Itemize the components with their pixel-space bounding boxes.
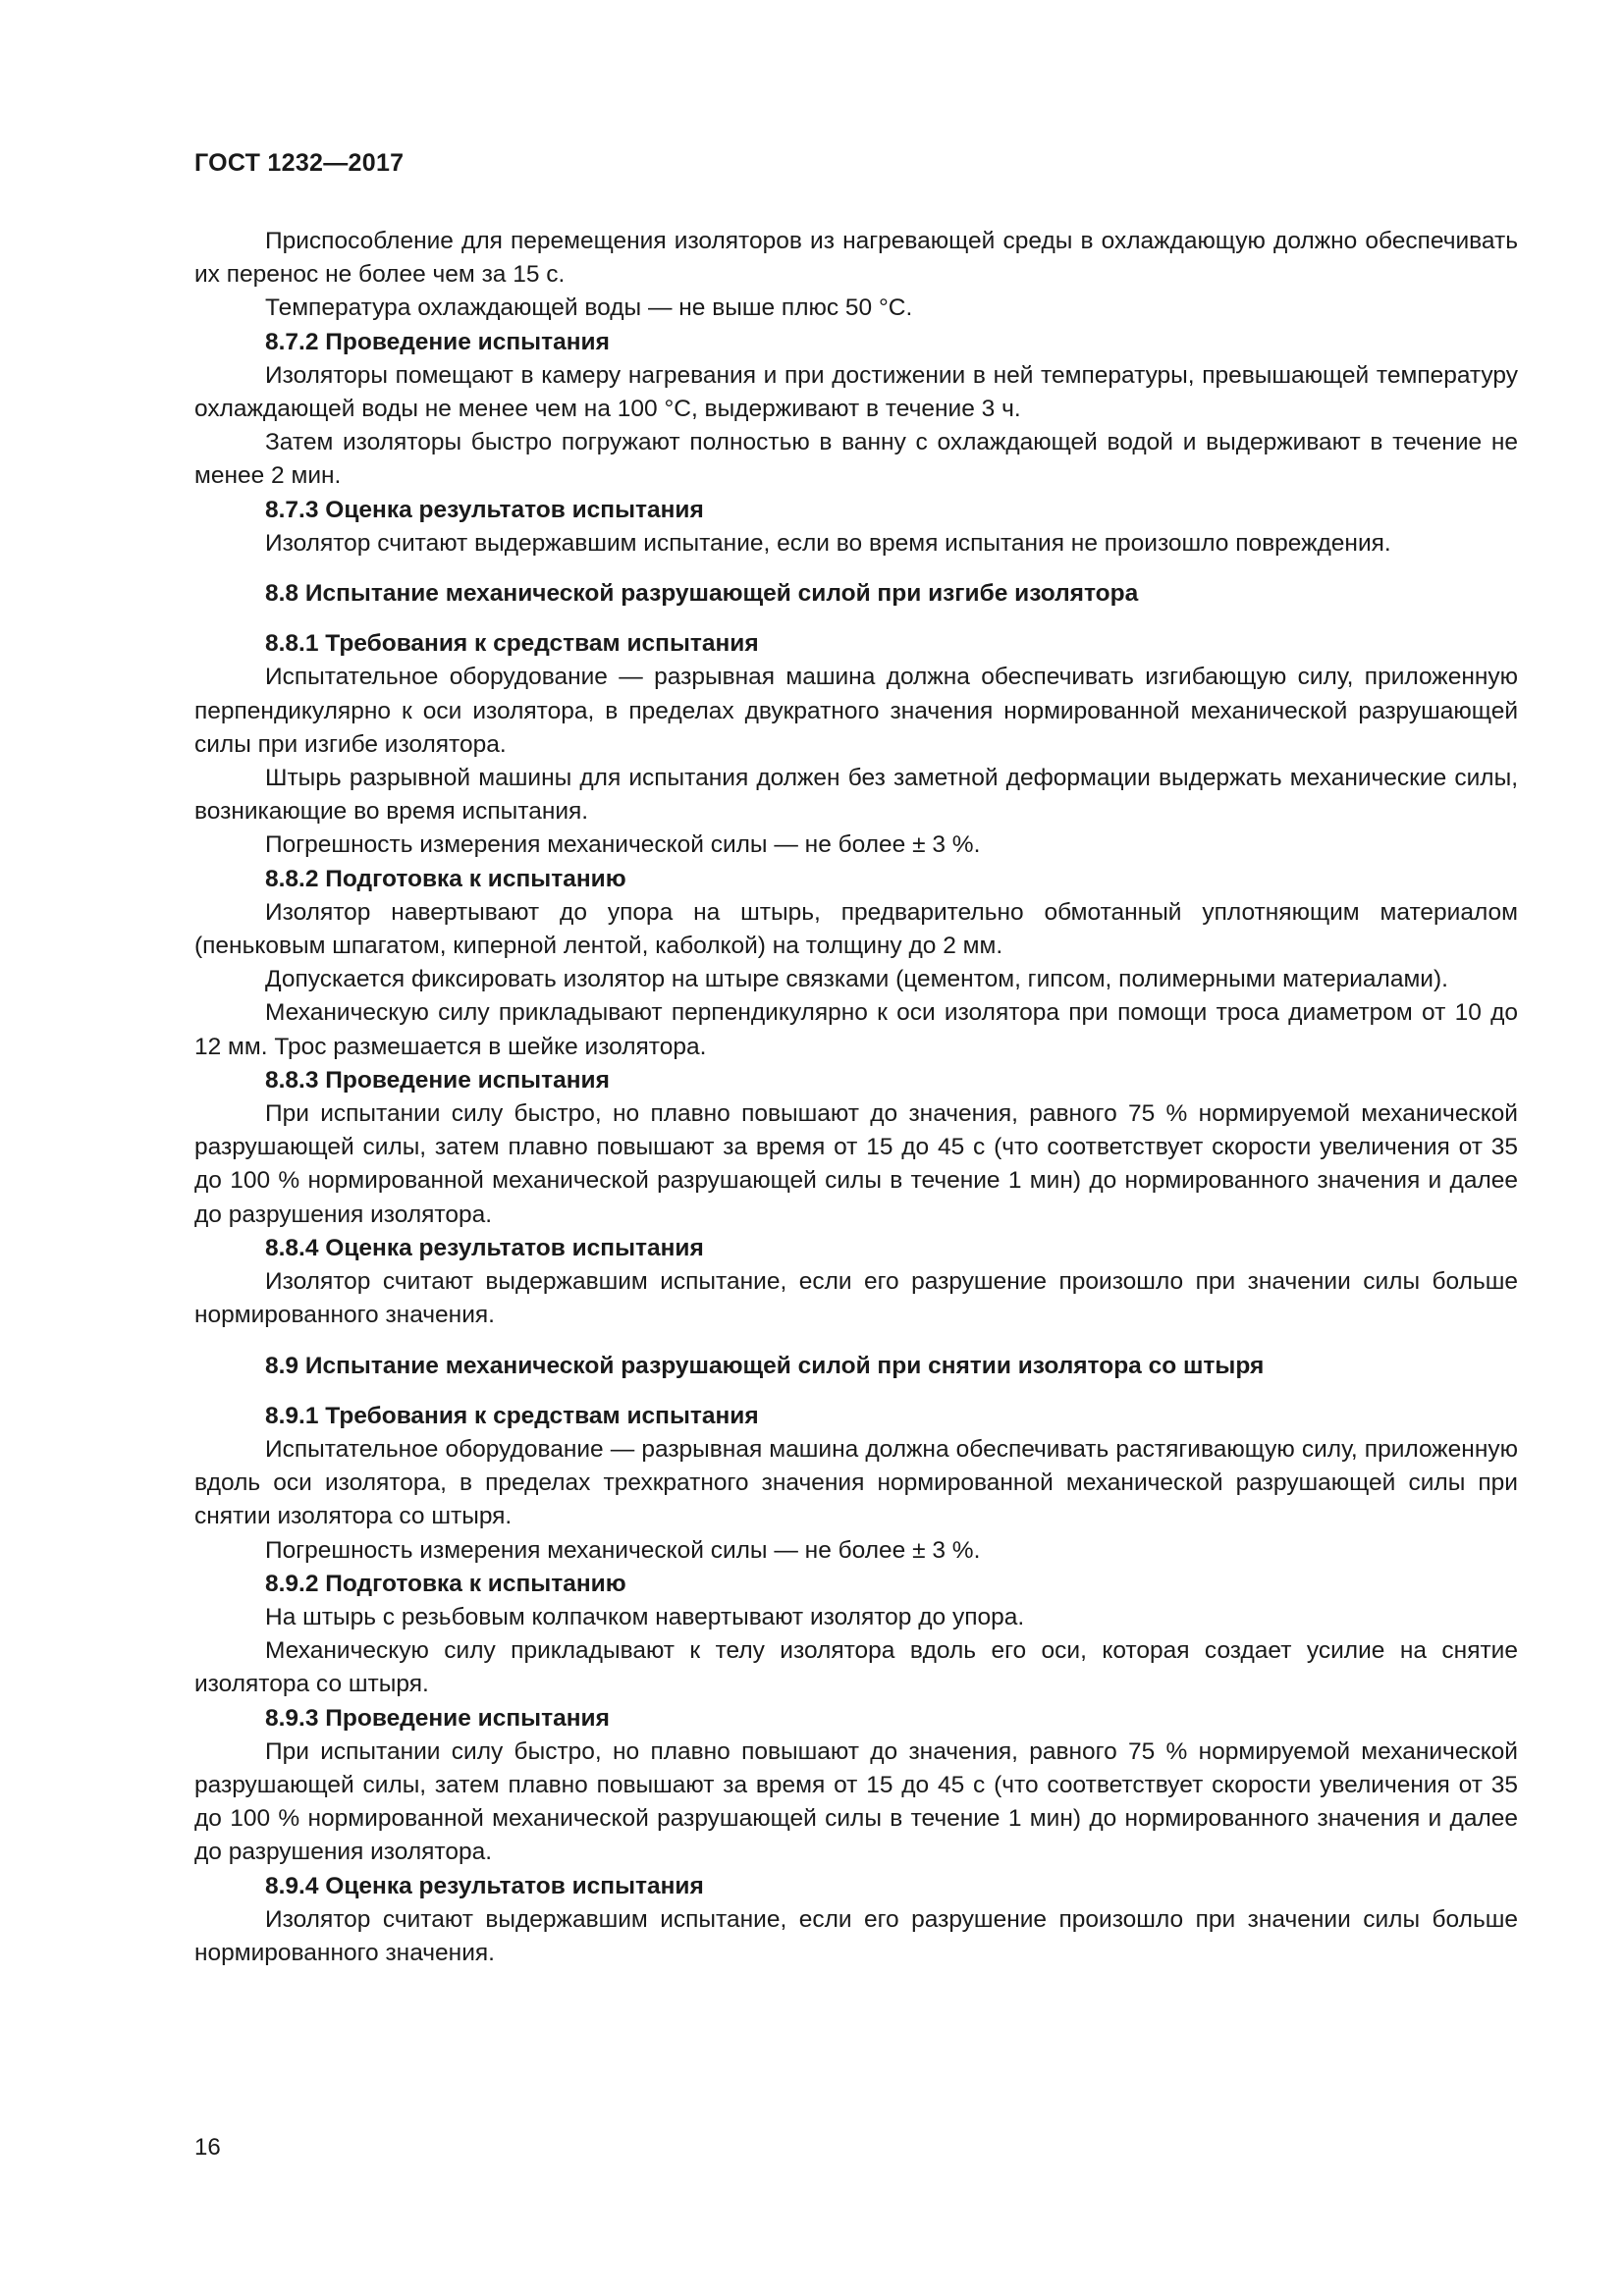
subsection-heading: 8.9.4 Оценка результатов испытания (265, 1872, 704, 1899)
paragraph: Температура охлаждающей воды — не выше плюс 50 °С. (265, 294, 913, 322)
paragraph: Изолятор навертывают до упора на штырь, предварительно обмотанный уплотняющим материалом (пеньковым шпагатом, киперной лентой, каболкой) на толщину до 2 мм. (194, 898, 1518, 960)
subsection-heading: 8.7.3 Оценка результатов испытания (265, 496, 704, 523)
paragraph: Штырь разрывной машины для испытания должен без заметной деформации выдержать механические силы, возникающие во время испытания. (194, 765, 1518, 826)
subsection-heading: 8.7.2 Проведение испытания (265, 328, 610, 355)
paragraph: Изолятор считают выдержавшим испытание, если его разрушение произошло при значении силы больше нормированного значения. (194, 1268, 1518, 1329)
paragraph: Испытательное оборудование — разрывная машина должна обеспечивать растягивающую силу, приложенную вдоль оси изолятора, в пределах трехкратного значения нормированной механической разрушающей силы при снятии изолятора со штыря. (194, 1435, 1518, 1530)
section-heading: 8.8 Испытание механической разрушающей силой при изгибе изолятора (265, 580, 1139, 608)
paragraph: Изолятор считают выдержавшим испытание, если во время испытания не произошло повреждения. (265, 529, 1391, 557)
subsection-heading: 8.9.3 Проведение испытания (265, 1704, 610, 1732)
paragraph: Испытательное оборудование — разрывная машина должна обеспечивать изгибающую силу, приложенную перпендикулярно к оси изолятора, в пределах двукратного значения нормированной механической разрушающей силы при изгибе изолятора. (194, 664, 1518, 758)
subsection-heading: 8.9.1 Требования к средствам испытания (265, 1402, 759, 1429)
subsection-heading: 8.9.2 Подготовка к испытанию (265, 1570, 626, 1597)
paragraph: Погрешность измерения механической силы — не более ± 3 %. (265, 1536, 981, 1564)
paragraph: На штырь с резьбовым колпачком навертывают изолятор до упора. (265, 1603, 1025, 1630)
paragraph: Приспособление для перемещения изоляторов из нагревающей среды в охлаждающую должно обеспечивать их перенос не более чем за 15 с. (194, 228, 1518, 289)
subsection-heading: 8.8.2 Подготовка к испытанию (265, 865, 626, 892)
paragraph: Затем изоляторы быстро погружают полностью в ванну с охлаждающей водой и выдерживают в течение не менее 2 мин. (194, 429, 1518, 490)
paragraph: Изолятор считают выдержавшим испытание, если его разрушение произошло при значении силы больше нормированного значения. (194, 1905, 1518, 1966)
paragraph: Допускается фиксировать изолятор на штыре связками (цементом, гипсом, полимерными материалами). (265, 966, 1448, 993)
paragraph: Изоляторы помещают в камеру нагревания и при достижении в ней температуры, превышающей температуру охлаждающей воды не менее чем на 100 °С, выдерживают в течение 3 ч. (194, 361, 1518, 423)
document-header: ГОСТ 1232—2017 (194, 149, 405, 177)
subsection-heading: 8.8.3 Проведение испытания (265, 1066, 610, 1094)
paragraph: Погрешность измерения механической силы — не более ± 3 %. (265, 831, 981, 859)
paragraph: При испытании силу быстро, но плавно повышают до значения, равного 75 % нормируемой механической разрушающей силы, затем плавно повышают за время от 15 до 45 с (что соответствует скорости увеличения от 35 до 100 % нормированной механической разрушающей силы в течение 1 мин) до нормированного значения и далее до разрушения изолятора. (194, 1100, 1518, 1228)
subsection-heading: 8.8.4 Оценка результатов испытания (265, 1234, 704, 1261)
page-content (194, 225, 1518, 1970)
paragraph: При испытании силу быстро, но плавно повышают до значения, равного 75 % нормируемой механической разрушающей силы, затем плавно повышают за время от 15 до 45 с (что соответствует скорости увеличения от 35 до 100 % нормированной механической разрушающей силы в течение 1 мин) до нормированного значения и далее до разрушения изолятора. (194, 1737, 1518, 1866)
paragraph: Механическую силу прикладывают к телу изолятора вдоль его оси, которая создает усилие на снятие изолятора со штыря. (194, 1637, 1518, 1698)
section-heading: 8.9 Испытание механической разрушающей силой при снятии изолятора со штыря (265, 1352, 1265, 1379)
paragraph: Механическую силу прикладывают перпендикулярно к оси изолятора при помощи троса диаметром от 10 до 12 мм. Трос размешается в шейке изолятора. (194, 999, 1518, 1060)
page-number: 16 (194, 2134, 221, 2161)
subsection-heading: 8.8.1 Требования к средствам испытания (265, 630, 759, 658)
